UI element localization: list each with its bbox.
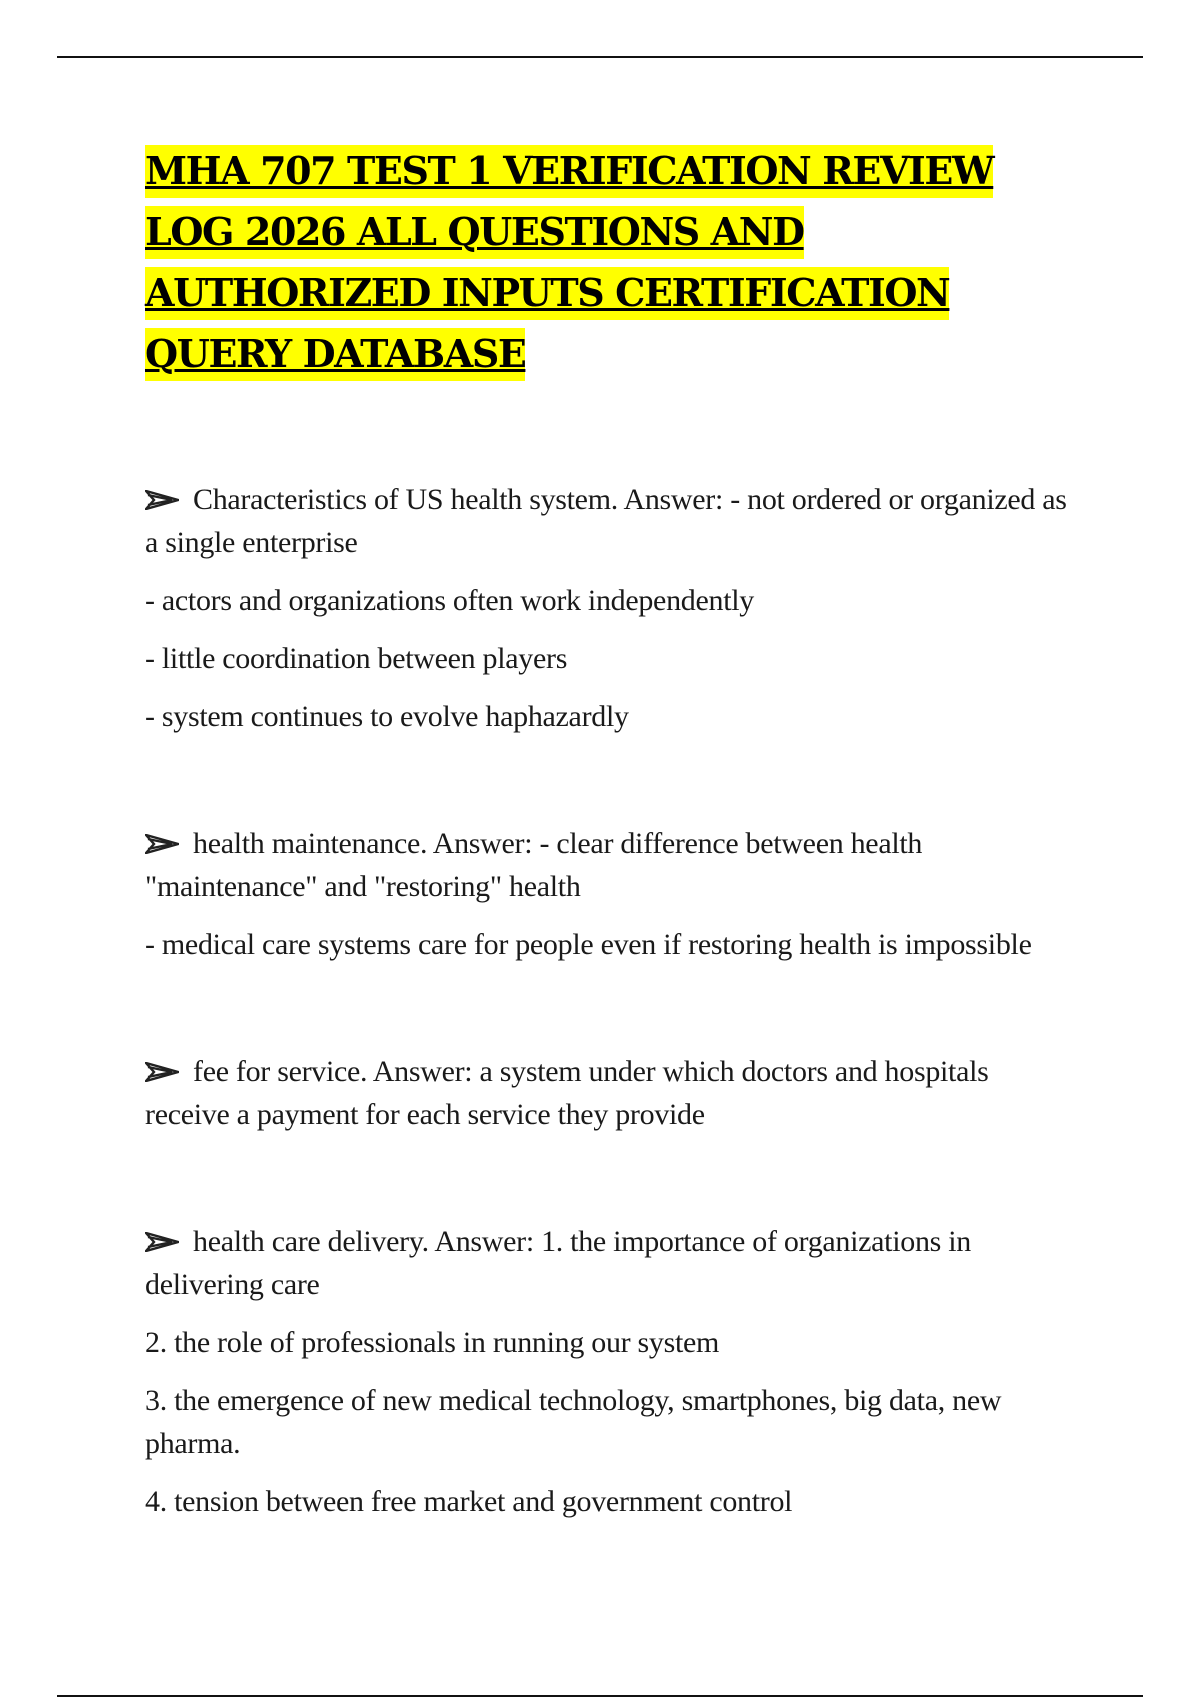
detail-line: 2. the role of professionals in running our system (145, 1326, 720, 1359)
document-title-text: MHA 707 TEST 1 VERIFICATION REVIEW LOG 2026 ALL QUESTIONS AND AUTHORIZED INPUTS CERTIFICATION QUERY DATABASE (145, 145, 993, 381)
question-line (145, 478, 1075, 564)
qa-list (145, 478, 1075, 1523)
bottom-rule (57, 1695, 1143, 1697)
arrowhead-bullet-icon (145, 490, 179, 510)
question-text: fee for service. Answer: a system under which doctors and hospitals receive a payment for each service they provide (145, 1055, 989, 1131)
arrowhead-bullet-icon (145, 834, 179, 854)
top-rule (57, 56, 1143, 58)
arrowhead-bullet-icon (145, 1062, 179, 1082)
qa-item (145, 1050, 1075, 1136)
arrowhead-bullet-icon (145, 1232, 179, 1252)
question-text: health maintenance. Answer: - clear difference between health "maintenance" and "restoring" health (145, 827, 923, 903)
question-text: health care delivery. Answer: 1. the importance of organizations in delivering care (145, 1225, 971, 1301)
question-line (145, 822, 1075, 908)
detail-line: - system continues to evolve haphazardly (145, 700, 629, 733)
detail-line: 3. the emergence of new medical technology, smartphones, big data, new pharma. (145, 1384, 1002, 1460)
question-line (145, 1050, 1075, 1136)
question-line (145, 1220, 1075, 1306)
qa-item (145, 1220, 1075, 1523)
document-title (145, 140, 1075, 384)
qa-item (145, 822, 1075, 966)
detail-line: - medical care systems care for people even if restoring health is impossible (145, 928, 1032, 961)
detail-line: - little coordination between players (145, 642, 568, 675)
detail-line: - actors and organizations often work independently (145, 584, 754, 617)
detail-line: 4. tension between free market and government control (145, 1485, 793, 1518)
question-text: Characteristics of US health system. Answer: - not ordered or organized as a single enterprise (145, 483, 1067, 559)
qa-item (145, 478, 1075, 738)
